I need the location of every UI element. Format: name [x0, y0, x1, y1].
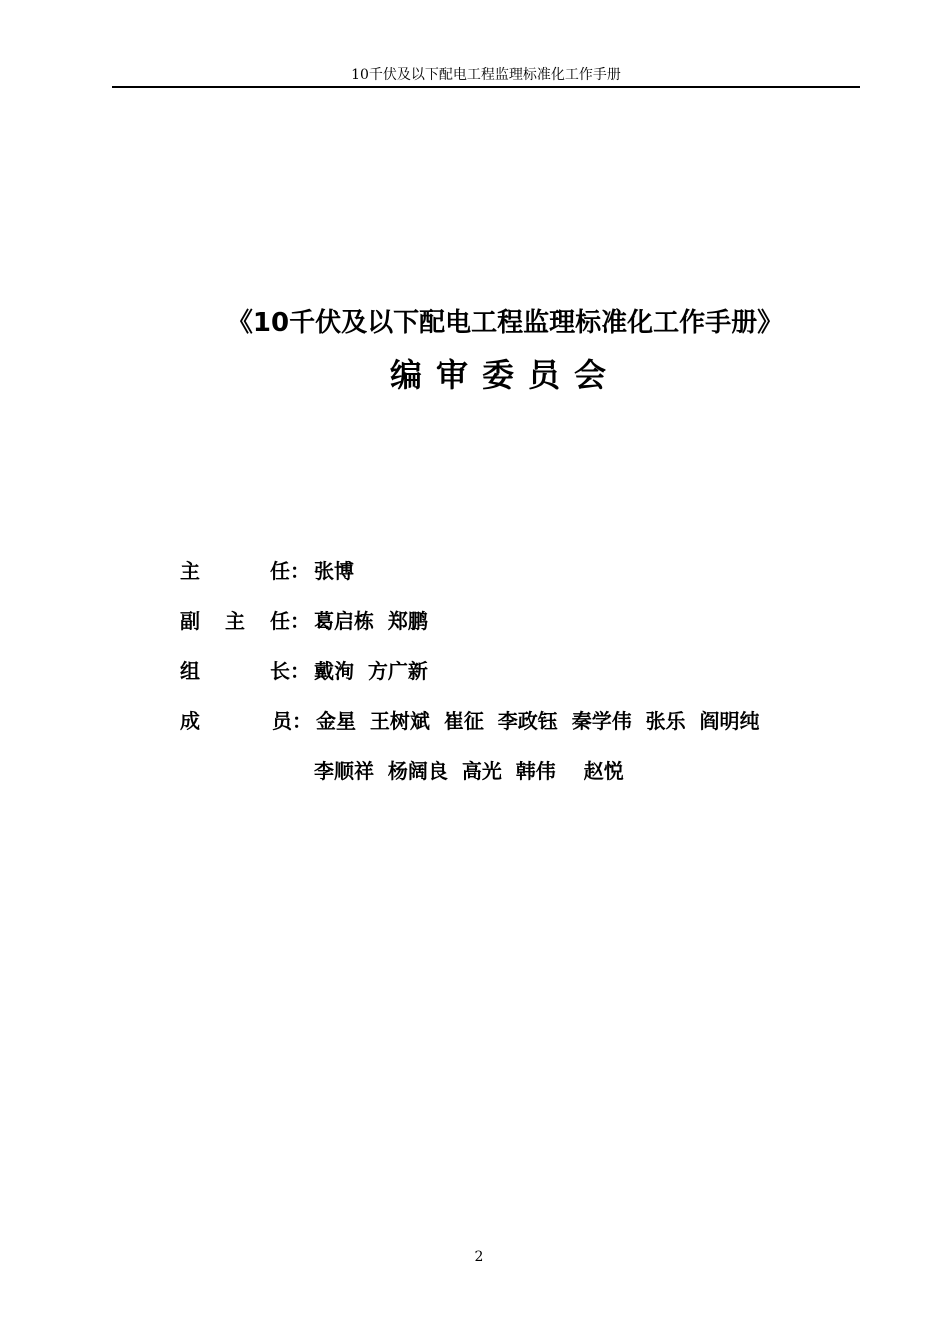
members-value-line1: 金星 王树斌 崔征 李政钰 秦学伟 张乐 阎明纯 [316, 709, 760, 733]
group-leader-value: 戴洵 方广新 [314, 659, 428, 683]
members-value-line2: 李顺祥 杨阔良 高光 韩伟 赵悦 [314, 759, 624, 783]
document-title: 《10千伏及以下配电工程监理标准化工作手册》 [226, 308, 784, 338]
header-divider [112, 86, 860, 88]
deputy-director-value: 葛启栋 郑鹏 [314, 609, 428, 633]
page-number: 2 [474, 1249, 484, 1265]
running-header: 10千伏及以下配电工程监理标准化工作手册 [351, 67, 621, 83]
document-subtitle: 编审委员会 [389, 356, 620, 394]
director-value: 张博 [314, 559, 354, 583]
